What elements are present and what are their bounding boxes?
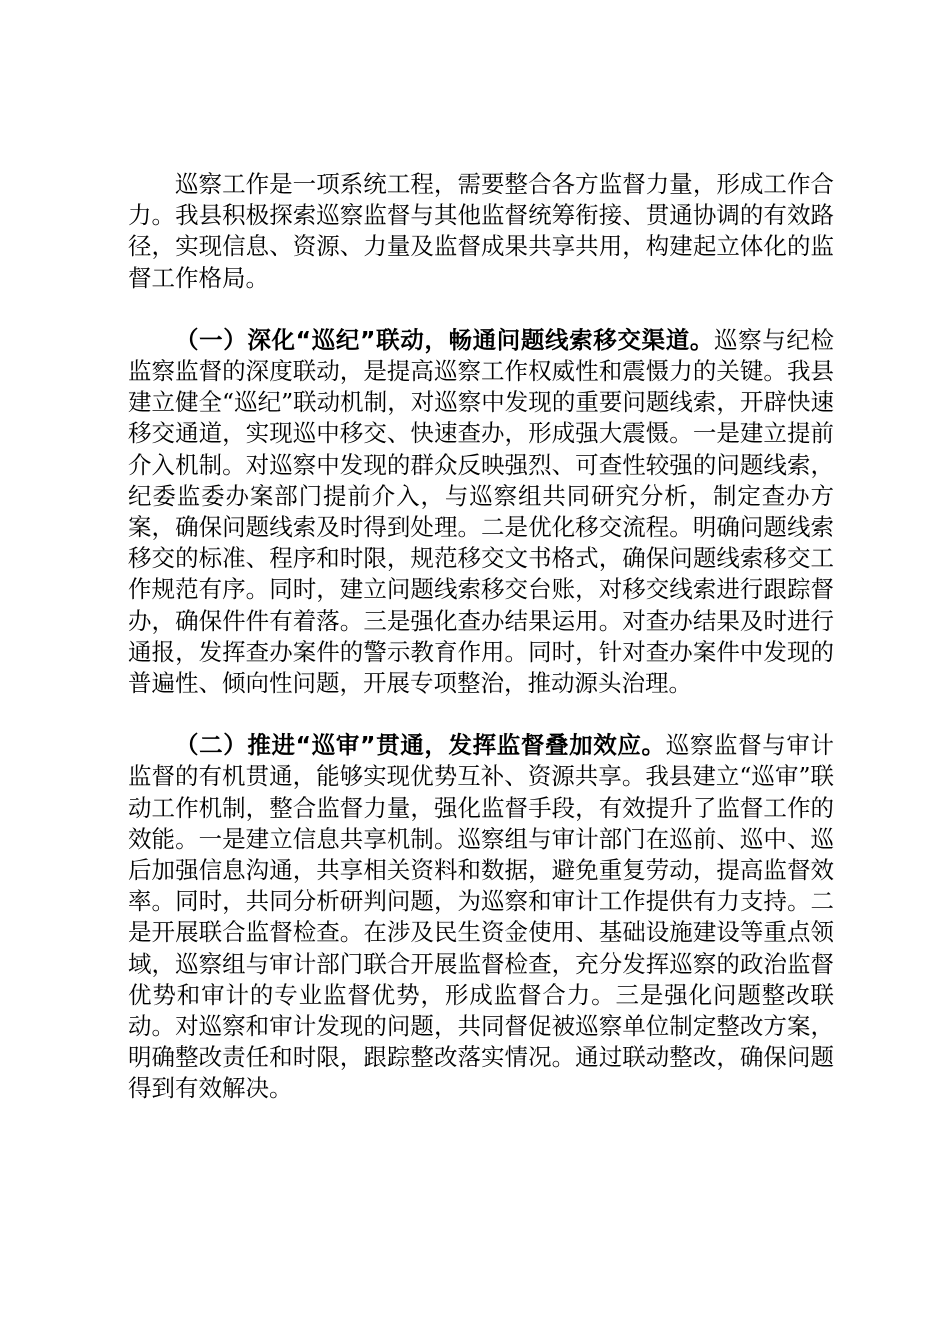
- intro-paragraph: [128, 169, 834, 294]
- section-two-paragraph: [128, 730, 834, 1104]
- section-one-paragraph: [128, 325, 834, 699]
- intro-paragraph-text: 巡察工作是一项系统工程，需要整合各方监督力量，形成工作合力。我县积极探索巡察监督与其他监督统筹衔接、贯通协调的有效路径，实现信息、资源、力量及监督成果共享共用，构建起立体化的监督工作格局。: [128, 170, 834, 292]
- section-two-heading: （二）推进“巡审”贯通，发挥监督叠加效应。: [175, 731, 666, 760]
- section-one-heading: （一）深化“巡纪”联动，畅通问题线索移交渠道。: [175, 325, 714, 354]
- section-two-text: 巡察监督与审计监督的有机贯通，能够实现优势互补、资源共享。我县建立“巡审”联动工作机制，整合监督力量，强化监督手段，有效提升了监督工作的效能。一是建立信息共享机制。巡察组与审计部门在巡前、巡中、巡后加强信息沟通，共享相关资料和数据，避免重复劳动，提高监督效率。同时，共同分析研判问题，为巡察和审计工作提供有力支持。二是开展联合监督检查。在涉及民生资金使用、基础设施建设等重点领域，巡察组与审计部门联合开展监督检查，充分发挥巡察的政治监督优势和审计的专业监督优势，形成监督合力。三是强化问题整改联动。对巡察和审计发现的问题，共同督促被巡察单位制定整改方案，明确整改责任和时限，跟踪整改落实情况。通过联动整改，确保问题得到有效解决。: [128, 731, 835, 1103]
- section-one-text: 巡察与纪检监察监督的深度联动，是提高巡察工作权威性和震慑力的关键。我县建立健全“巡纪”联动机制，对巡察中发现的重要问题线索，开辟快速移交通道，实现巡中移交、快速查办，形成强大震慑。一是建立提前介入机制。对巡察中发现的群众反映强烈、可查性较强的问题线索，纪委监委办案部门提前介入，与巡察组共同研究分析，制定查办方案，确保问题线索及时得到处理。二是优化移交流程。明确问题线索移交的标准、程序和时限，规范移交文书格式，确保问题线索移交工作规范有序。同时，建立问题线索移交台账，对移交线索进行跟踪督办，确保件件有着落。三是强化查办结果运用。对查办结果及时进行通报，发挥查办案件的警示教育作用。同时，针对查办案件中发现的普遍性、倾向性问题，开展专项整治，推动源头治理。: [128, 325, 835, 698]
- document-body: [128, 169, 834, 1105]
